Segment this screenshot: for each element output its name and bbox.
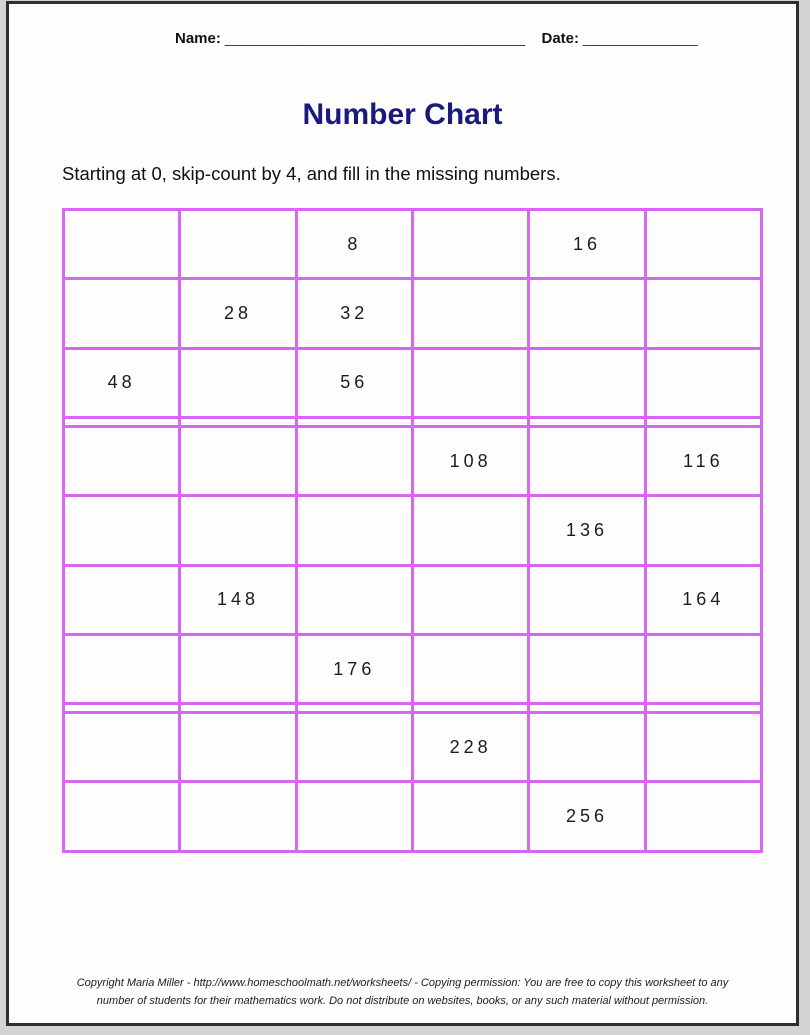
grid-cell bbox=[529, 418, 645, 427]
grid-cell bbox=[645, 418, 761, 427]
grid-cell bbox=[296, 426, 412, 495]
grid-cell bbox=[412, 565, 528, 634]
grid-cell bbox=[64, 782, 180, 852]
grid-cell bbox=[180, 704, 296, 713]
grid-cell: 16 bbox=[529, 210, 645, 279]
grid-cell bbox=[180, 635, 296, 704]
grid-cell bbox=[412, 279, 528, 348]
grid-cell bbox=[64, 635, 180, 704]
grid-cell bbox=[180, 418, 296, 427]
grid-cell bbox=[180, 782, 296, 852]
grid-cell: 108 bbox=[412, 426, 528, 495]
grid-row bbox=[64, 348, 762, 417]
grid-cell: 176 bbox=[296, 635, 412, 704]
grid-row bbox=[64, 418, 762, 427]
number-grid bbox=[62, 208, 763, 853]
name-label: Name: bbox=[175, 30, 221, 47]
grid-cell bbox=[529, 635, 645, 704]
grid-row bbox=[64, 496, 762, 565]
grid-cell bbox=[64, 565, 180, 634]
grid-cell bbox=[529, 704, 645, 713]
grid-cell bbox=[296, 713, 412, 782]
grid-row bbox=[64, 713, 762, 782]
grid-cell bbox=[180, 348, 296, 417]
grid-cell bbox=[64, 426, 180, 495]
grid-cell bbox=[64, 418, 180, 427]
grid-cell bbox=[296, 565, 412, 634]
grid-cell bbox=[180, 713, 296, 782]
grid-row bbox=[64, 210, 762, 279]
grid-cell bbox=[296, 704, 412, 713]
grid-cell: 228 bbox=[412, 713, 528, 782]
date-label: Date: bbox=[541, 30, 580, 47]
grid-cell bbox=[412, 210, 528, 279]
grid-cell bbox=[412, 704, 528, 713]
grid-cell bbox=[529, 348, 645, 417]
grid-row bbox=[64, 426, 762, 495]
grid-row bbox=[64, 635, 762, 704]
grid-cell bbox=[645, 210, 761, 279]
grid-cell bbox=[180, 496, 296, 565]
grid-cell bbox=[645, 348, 761, 417]
grid-cell: 48 bbox=[64, 348, 180, 417]
grid-cell: 136 bbox=[529, 496, 645, 565]
date-blank-line: _____________ bbox=[583, 30, 698, 47]
grid-cell bbox=[412, 635, 528, 704]
grid-cell: 148 bbox=[180, 565, 296, 634]
grid-cell bbox=[180, 210, 296, 279]
grid-cell: 56 bbox=[296, 348, 412, 417]
grid-cell bbox=[645, 704, 761, 713]
grid-cell bbox=[529, 565, 645, 634]
grid-cell bbox=[645, 279, 761, 348]
worksheet-page bbox=[6, 1, 799, 1026]
grid-cell bbox=[64, 210, 180, 279]
grid-cell bbox=[529, 713, 645, 782]
footer-line-1: Copyright Maria Miller - http://www.homeschoolmath.net/worksheets/ - Copying permission: You are free to copy this worksheet to any bbox=[76, 976, 729, 989]
grid-cell bbox=[645, 635, 761, 704]
grid-cell bbox=[64, 713, 180, 782]
grid-cell bbox=[645, 496, 761, 565]
grid-cell: 256 bbox=[529, 782, 645, 852]
grid-row bbox=[64, 704, 762, 713]
grid-cell bbox=[64, 279, 180, 348]
grid-cell bbox=[645, 713, 761, 782]
grid-cell: 8 bbox=[296, 210, 412, 279]
footer-copyright bbox=[9, 974, 796, 1011]
grid-row bbox=[64, 279, 762, 348]
page-title: Number Chart bbox=[302, 98, 503, 131]
footer-line-2: number of students for their mathematics work. Do not distribute on websites, books, or any such material without permission. bbox=[96, 995, 709, 1008]
grid-cell: 28 bbox=[180, 279, 296, 348]
grid-cell bbox=[529, 426, 645, 495]
grid-cell bbox=[412, 496, 528, 565]
grid-cell: 116 bbox=[645, 426, 761, 495]
instruction-text: Starting at 0, skip-count by 4, and fill in the missing numbers. bbox=[62, 163, 561, 184]
grid-row bbox=[64, 782, 762, 852]
grid-cell bbox=[180, 426, 296, 495]
grid-row bbox=[64, 565, 762, 634]
grid-cell bbox=[529, 279, 645, 348]
grid-cell bbox=[296, 418, 412, 427]
number-grid-body bbox=[64, 210, 762, 852]
name-date-header bbox=[175, 30, 796, 47]
grid-cell bbox=[645, 782, 761, 852]
grid-cell bbox=[296, 782, 412, 852]
grid-cell: 32 bbox=[296, 279, 412, 348]
grid-cell bbox=[412, 782, 528, 852]
grid-cell bbox=[412, 348, 528, 417]
grid-cell bbox=[412, 418, 528, 427]
grid-cell bbox=[64, 496, 180, 565]
grid-cell: 164 bbox=[645, 565, 761, 634]
grid-cell bbox=[296, 496, 412, 565]
name-blank-line: __________________________________ bbox=[224, 30, 526, 47]
grid-cell bbox=[64, 704, 180, 713]
